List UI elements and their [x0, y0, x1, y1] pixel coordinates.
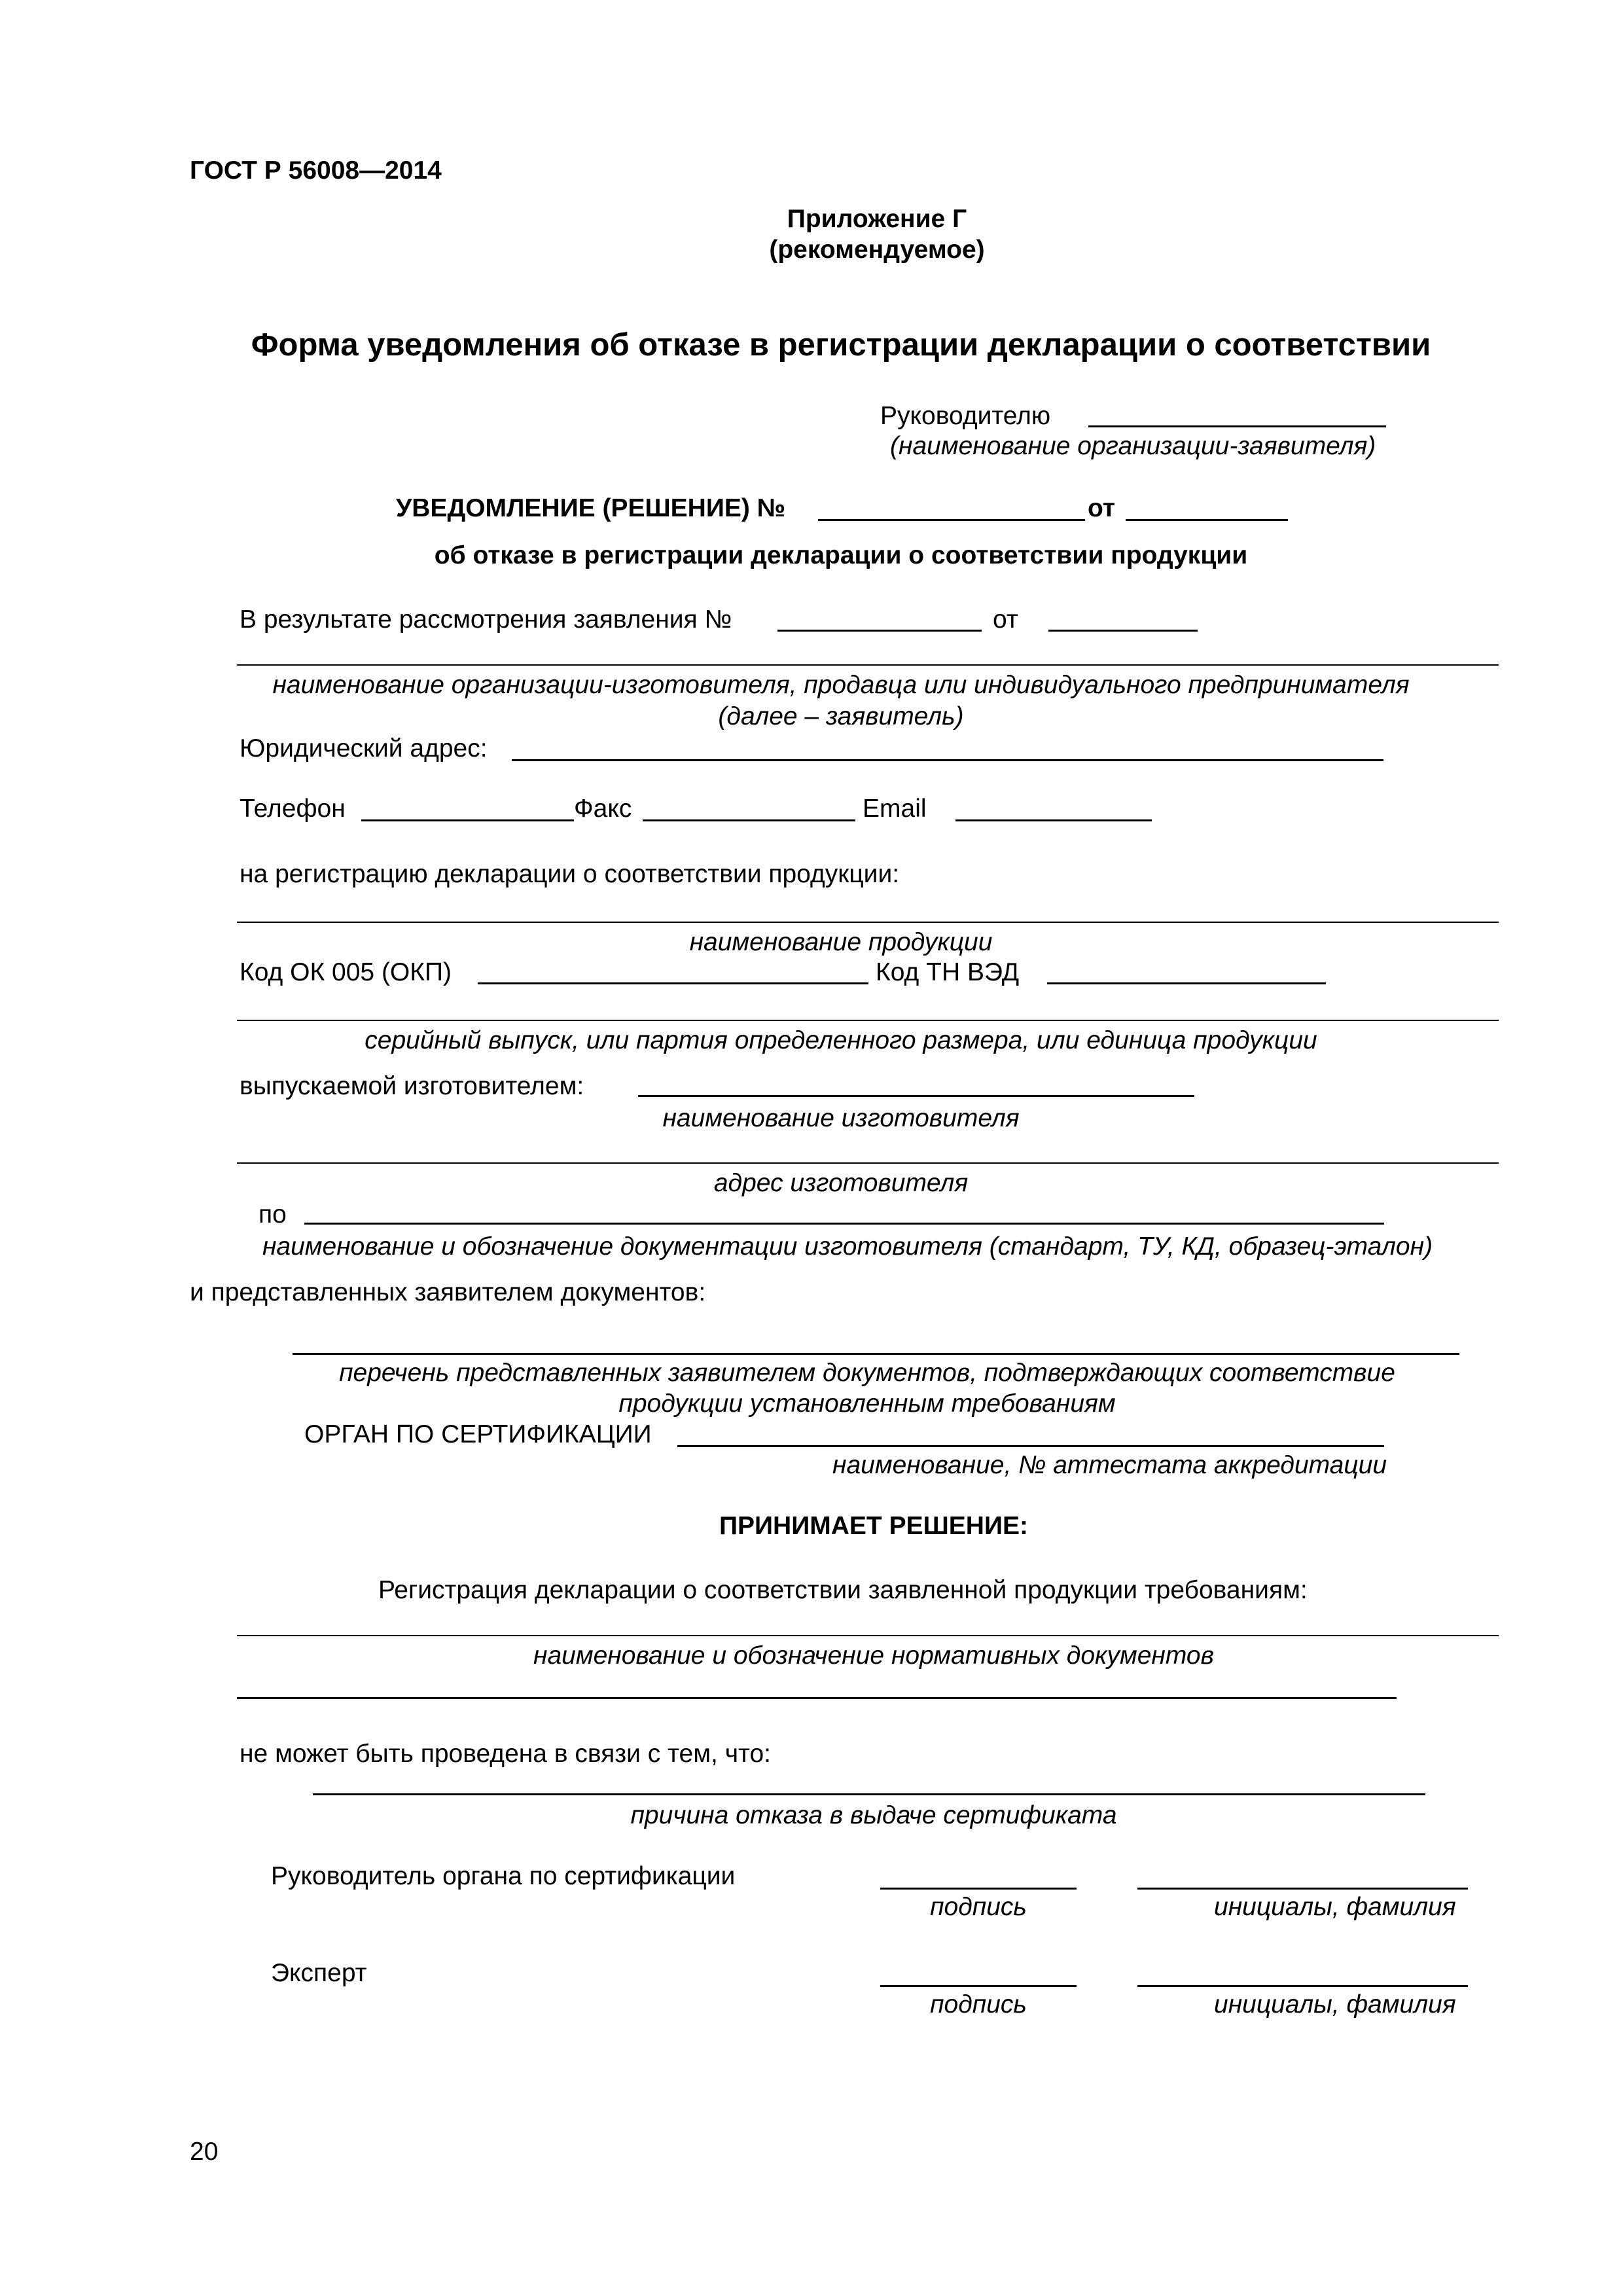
- decision-text: Регистрация декларации о соответствии заявленной продукции требованиям:: [378, 1576, 1308, 1604]
- tnved-label: Код ТН ВЭД: [876, 958, 1020, 986]
- manufacturer-caption: наименование изготовителя: [662, 1104, 1020, 1132]
- page-number: 20: [190, 2138, 219, 2166]
- batch-caption: серийный выпуск, или партия определенного размера, или единица продукции: [365, 1026, 1317, 1054]
- legal-address-label: Юридический адрес:: [240, 734, 488, 762]
- norm-line-2: [237, 1697, 1397, 1699]
- by-label: по: [259, 1200, 287, 1229]
- application-number-line: [777, 630, 982, 632]
- manufacturer-line: [638, 1095, 1194, 1097]
- okp-line: [478, 982, 868, 984]
- phone-label: Телефон: [240, 795, 346, 823]
- fax-line: [643, 819, 855, 821]
- manufacturer-label: выпускаемой изготовителем:: [240, 1072, 584, 1100]
- phone-line: [361, 819, 574, 821]
- reason-text: не может быть проведена в связи с тем, что:: [240, 1740, 771, 1768]
- notice-date-label: от: [1088, 494, 1115, 522]
- norm-line: [237, 1635, 1499, 1636]
- product-line: [237, 922, 1499, 923]
- application-date-line: [1048, 630, 1198, 632]
- manufacturer-address-line: [237, 1162, 1499, 1164]
- tnved-line: [1047, 982, 1326, 984]
- decision-heading: ПРИНИМАЕТ РЕШЕНИЕ:: [719, 1512, 1029, 1540]
- certification-body-caption: наименование, № аттестата аккредитации: [832, 1451, 1387, 1479]
- documents-caption-1: перечень представленных заявителем документов, подтверждающих соответствие: [339, 1359, 1395, 1387]
- name-caption-expert: инициалы, фамилия: [1214, 1990, 1456, 2018]
- signature-role-head: Руководитель органа по сертификации: [271, 1862, 736, 1890]
- signature-caption-head: подпись: [930, 1893, 1027, 1921]
- standard-number: ГОСТ Р 56008—2014: [190, 156, 442, 185]
- reason-caption: причина отказа в выдаче сертификата: [630, 1801, 1117, 1829]
- form-title: Форма уведомления об отказе в регистрации декларации о соответствии: [251, 327, 1431, 363]
- appendix-status: (рекомендуемое): [769, 236, 985, 264]
- reason-line: [313, 1793, 1425, 1795]
- signature-role-expert: Эксперт: [271, 1959, 367, 1987]
- notice-date-line: [1126, 519, 1288, 521]
- name-line-expert: [1137, 1985, 1468, 1987]
- name-line-head: [1137, 1888, 1468, 1890]
- fax-label: Факс: [574, 795, 632, 823]
- okp-label: Код ОК 005 (ОКП): [240, 958, 452, 986]
- email-label: Email: [863, 795, 927, 823]
- certification-body-label: ОРГАН ПО СЕРТИФИКАЦИИ: [304, 1420, 652, 1448]
- notice-heading: УВЕДОМЛЕНИЕ (РЕШЕНИЕ) №: [396, 494, 786, 522]
- signature-caption-expert: подпись: [930, 1990, 1027, 2018]
- applicant-line: [237, 664, 1499, 666]
- documentation-caption: наименование и обозначение документации изготовителя (стандарт, ТУ, КД, образец-эталон): [262, 1232, 1433, 1261]
- addressee-caption: (наименование организации-заявителя): [890, 432, 1376, 460]
- addressee-label: Руководителю: [880, 402, 1051, 430]
- signature-line-expert: [880, 1985, 1077, 1987]
- batch-line: [237, 1020, 1499, 1021]
- notice-subheading: об отказе в регистрации декларации о соответствии продукции: [434, 541, 1248, 569]
- name-caption-head: инициалы, фамилия: [1214, 1893, 1456, 1921]
- norm-caption: наименование и обозначение нормативных документов: [533, 1641, 1214, 1670]
- applicant-caption-2: (далее – заявитель): [718, 702, 964, 730]
- registration-text: на регистрацию декларации о соответствии продукции:: [240, 860, 900, 888]
- notice-number-line: [818, 519, 1085, 521]
- documents-text: и представленных заявителем документов:: [190, 1278, 706, 1306]
- appendix-title: Приложение Г: [787, 205, 967, 233]
- legal-address-line: [512, 759, 1383, 761]
- addressee-line: [1088, 425, 1386, 427]
- product-caption: наименование продукции: [689, 928, 993, 956]
- application-date-label: от: [993, 605, 1018, 634]
- documentation-line: [304, 1223, 1384, 1225]
- email-line: [955, 819, 1152, 821]
- documents-caption-2: продукции установленным требованиям: [618, 1390, 1116, 1418]
- certification-body-line: [677, 1445, 1384, 1447]
- applicant-caption: наименование организации-изготовителя, продавца или индивидуального предпринимателя: [272, 671, 1410, 699]
- signature-line-head: [880, 1888, 1077, 1890]
- application-text: В результате рассмотрения заявления №: [240, 605, 732, 634]
- documents-line: [293, 1353, 1459, 1355]
- manufacturer-address-caption: адрес изготовителя: [713, 1169, 969, 1197]
